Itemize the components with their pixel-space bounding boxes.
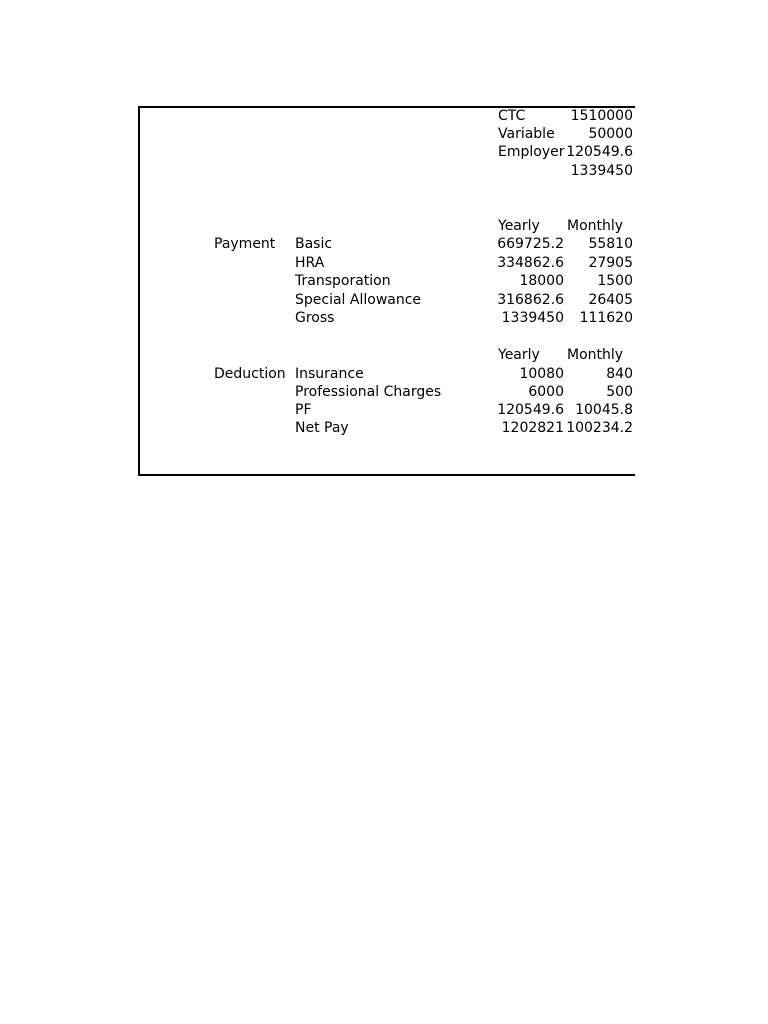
deduction-row-monthly: 100234.2 bbox=[566, 420, 633, 436]
payment-row-monthly: 26405 bbox=[588, 292, 633, 308]
variable-value: 50000 bbox=[588, 126, 633, 142]
payment-row-yearly: 669725.2 bbox=[497, 236, 564, 252]
payment-row-monthly: 27905 bbox=[588, 255, 633, 271]
deduction-row-yearly: 120549.6 bbox=[497, 402, 564, 418]
payment-row-yearly: 334862.6 bbox=[497, 255, 564, 271]
deduction-yearly-header: Yearly bbox=[498, 347, 540, 363]
payment-row-label: Basic bbox=[295, 236, 333, 252]
payment-yearly-header: Yearly bbox=[498, 218, 540, 234]
deduction-row-label: Net Pay bbox=[295, 420, 349, 436]
payment-row-label: Special Allowance bbox=[295, 292, 422, 308]
payment-row-label: HRA bbox=[295, 255, 325, 271]
payment-row-label: Transporation bbox=[295, 273, 391, 289]
deduction-row-monthly: 10045.8 bbox=[575, 402, 633, 418]
employer-value: 120549.6 bbox=[566, 144, 633, 160]
variable-label: Variable bbox=[498, 126, 555, 142]
deduction-row-label: PF bbox=[295, 402, 312, 418]
payment-row-monthly: 1500 bbox=[597, 273, 633, 289]
ctc-label: CTC bbox=[498, 108, 526, 124]
deduction-row-label: Professional Charges bbox=[295, 384, 442, 400]
deduction-row-yearly: 6000 bbox=[528, 384, 564, 400]
payment-row-monthly: 55810 bbox=[588, 236, 633, 252]
payment-row-yearly: 316862.6 bbox=[497, 292, 564, 308]
payment-row-monthly: 111620 bbox=[579, 310, 633, 326]
payment-monthly-header: Monthly bbox=[567, 218, 624, 234]
ctc-value: 1510000 bbox=[570, 108, 633, 124]
deduction-monthly-header: Monthly bbox=[567, 347, 624, 363]
payment-row-yearly: 18000 bbox=[519, 273, 564, 289]
payment-row-yearly: 1339450 bbox=[501, 310, 564, 326]
deduction-row-monthly: 840 bbox=[606, 366, 633, 382]
deduction-row-monthly: 500 bbox=[606, 384, 633, 400]
deduction-row-yearly: 10080 bbox=[519, 366, 564, 382]
deduction-row-yearly: 1202821 bbox=[501, 420, 564, 436]
deduction-section-label: Deduction bbox=[214, 366, 286, 382]
payment-section-label: Payment bbox=[214, 236, 276, 252]
net-value: 1339450 bbox=[570, 163, 633, 179]
payment-row-label: Gross bbox=[295, 310, 335, 326]
employer-label: Employer bbox=[498, 144, 565, 160]
deduction-row-label: Insurance bbox=[295, 366, 364, 382]
